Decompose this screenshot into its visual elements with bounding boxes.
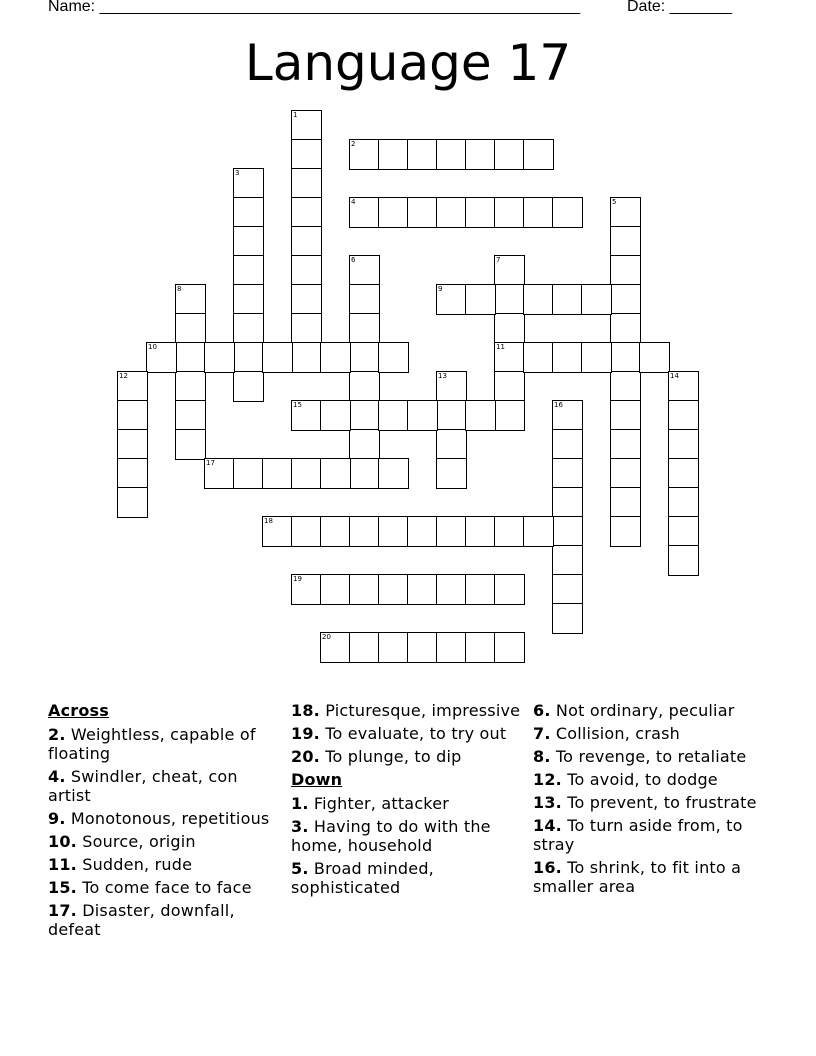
grid-cell[interactable] <box>465 400 496 431</box>
grid-cell[interactable] <box>117 400 148 431</box>
clue-item-text: Disaster, downfall, defeat <box>48 901 235 939</box>
grid-cell[interactable] <box>407 574 438 605</box>
grid-cell[interactable] <box>291 516 322 547</box>
grid-cell[interactable] <box>552 284 583 315</box>
grid-cell[interactable] <box>320 342 351 373</box>
clue-item-text: To plunge, to dip <box>319 747 462 766</box>
down-heading: Down <box>291 770 343 789</box>
grid-cell[interactable] <box>436 458 467 489</box>
grid-cell[interactable] <box>465 284 496 315</box>
name-field-label: Name: ______________________________________________________ <box>48 0 581 15</box>
grid-cell[interactable] <box>552 603 583 634</box>
clue-item-text: Source, origin <box>76 832 196 851</box>
clue-item <box>533 858 768 896</box>
clue-item <box>533 701 768 720</box>
clue-item <box>48 809 283 828</box>
grid-cell[interactable] <box>349 458 380 489</box>
grid-cell[interactable] <box>407 632 438 663</box>
grid-cell[interactable] <box>523 342 554 373</box>
grid-cell[interactable] <box>436 516 467 547</box>
grid-cell[interactable] <box>552 342 583 373</box>
clue-number-label: 11 <box>496 343 505 351</box>
grid-cell[interactable] <box>291 139 322 170</box>
grid-cell[interactable] <box>291 255 322 286</box>
grid-cell[interactable] <box>262 458 293 489</box>
clue-item-number: 15. <box>48 878 77 897</box>
clue-item-number: 8. <box>533 747 551 766</box>
grid-cell[interactable] <box>117 371 148 402</box>
grid-cell[interactable] <box>175 400 206 431</box>
clue-number-label: 15 <box>293 401 302 409</box>
clue-item <box>48 767 283 805</box>
clue-item-text: To evaluate, to try out <box>319 724 507 743</box>
grid-cell[interactable] <box>436 371 467 402</box>
clue-item-number: 20. <box>291 747 320 766</box>
grid-cell[interactable] <box>233 255 264 286</box>
clue-number-label: 10 <box>148 343 157 351</box>
clue-number-label: 7 <box>496 256 501 264</box>
grid-cell[interactable] <box>320 632 351 663</box>
grid-cell[interactable] <box>494 255 525 286</box>
clue-number-label: 12 <box>119 372 128 380</box>
grid-cell[interactable] <box>610 226 641 257</box>
grid-cell[interactable] <box>581 342 612 373</box>
clue-number-label: 3 <box>235 169 240 177</box>
page-title: Language 17 <box>244 34 572 92</box>
grid-cell[interactable] <box>668 487 699 518</box>
grid-cell[interactable] <box>668 429 699 460</box>
clue-item <box>291 701 526 720</box>
clue-item-number: 3. <box>291 817 309 836</box>
grid-cell[interactable] <box>436 429 467 460</box>
grid-cell[interactable] <box>610 197 641 228</box>
grid-cell[interactable] <box>378 139 409 170</box>
grid-cell[interactable] <box>233 458 264 489</box>
clue-item-text: Picturesque, impressive <box>319 701 521 720</box>
clue-item-text: Swindler, cheat, con artist <box>48 767 238 805</box>
grid-cell[interactable] <box>552 574 583 605</box>
grid-cell[interactable] <box>291 110 322 141</box>
grid-cell[interactable] <box>494 632 525 663</box>
clue-item-number: 7. <box>533 724 551 743</box>
clue-number-label: 17 <box>206 459 215 467</box>
grid-cell[interactable] <box>668 516 699 547</box>
clue-item <box>533 747 768 766</box>
clue-item-number: 19. <box>291 724 320 743</box>
clue-number-label: 20 <box>322 633 331 641</box>
grid-cell[interactable] <box>552 487 583 518</box>
grid-cell[interactable] <box>175 284 206 315</box>
grid-cell[interactable] <box>204 342 235 373</box>
clue-number-label: 9 <box>438 285 443 293</box>
grid-cell[interactable] <box>378 516 409 547</box>
grid-cell[interactable] <box>610 487 641 518</box>
grid-cell[interactable] <box>465 197 496 228</box>
clue-item-number: 18. <box>291 701 320 720</box>
clue-number-label: 14 <box>670 372 679 380</box>
clue-item <box>291 724 526 743</box>
clue-item-number: 5. <box>291 859 309 878</box>
grid-cell[interactable] <box>407 197 438 228</box>
grid-cell[interactable] <box>465 574 496 605</box>
across-heading: Across <box>48 701 109 720</box>
grid-cell[interactable] <box>494 284 525 315</box>
clue-column-3 <box>533 701 768 900</box>
clue-item-text: Broad minded, sophisticated <box>291 859 434 897</box>
clue-item-text: To shrink, to fit into a smaller area <box>533 858 742 896</box>
grid-cell[interactable] <box>349 284 380 315</box>
grid-cell[interactable] <box>349 400 380 431</box>
grid-cell[interactable] <box>349 574 380 605</box>
grid-cell[interactable] <box>349 632 380 663</box>
clue-item-number: 10. <box>48 832 77 851</box>
grid-cell[interactable] <box>291 400 322 431</box>
clue-item <box>48 878 283 897</box>
grid-cell[interactable] <box>639 342 670 373</box>
clue-number-label: 8 <box>177 285 182 293</box>
clue-item <box>291 859 526 897</box>
grid-cell[interactable] <box>175 313 206 344</box>
grid-cell[interactable] <box>494 371 525 402</box>
grid-cell[interactable] <box>117 458 148 489</box>
grid-cell[interactable] <box>349 197 380 228</box>
grid-cell[interactable] <box>233 197 264 228</box>
grid-cell[interactable] <box>436 284 467 315</box>
grid-cell[interactable] <box>349 139 380 170</box>
grid-cell[interactable] <box>610 371 641 402</box>
grid-cell[interactable] <box>233 313 264 344</box>
grid-cell[interactable] <box>262 516 293 547</box>
grid-cell[interactable] <box>233 284 264 315</box>
clue-column-1 <box>48 701 283 943</box>
grid-cell[interactable] <box>436 632 467 663</box>
grid-cell[interactable] <box>320 458 351 489</box>
grid-cell[interactable] <box>291 226 322 257</box>
clue-number-label: 6 <box>351 256 356 264</box>
grid-cell[interactable] <box>349 313 380 344</box>
grid-cell[interactable] <box>175 371 206 402</box>
grid-cell[interactable] <box>349 429 380 460</box>
grid-cell[interactable] <box>465 139 496 170</box>
clue-item <box>533 793 768 812</box>
clue-number-label: 13 <box>438 372 447 380</box>
clue-item-text: Not ordinary, peculiar <box>550 701 735 720</box>
grid-cell[interactable] <box>523 516 554 547</box>
grid-cell[interactable] <box>320 574 351 605</box>
grid-cell[interactable] <box>349 342 380 373</box>
clue-item-number: 1. <box>291 794 309 813</box>
grid-cell[interactable] <box>668 545 699 576</box>
clue-number-label: 16 <box>554 401 563 409</box>
clue-item <box>533 724 768 743</box>
grid-cell[interactable] <box>378 400 409 431</box>
clue-item <box>533 816 768 854</box>
grid-cell[interactable] <box>233 342 264 373</box>
grid-cell[interactable] <box>291 342 322 373</box>
grid-cell[interactable] <box>610 400 641 431</box>
grid-cell[interactable] <box>494 197 525 228</box>
clue-item-number: 9. <box>48 809 66 828</box>
clue-item-number: 13. <box>533 793 562 812</box>
grid-cell[interactable] <box>494 139 525 170</box>
clue-item-text: Fighter, attacker <box>308 794 450 813</box>
date-field-label: Date: _______ <box>627 0 732 15</box>
clue-item-text: To prevent, to frustrate <box>561 793 757 812</box>
clue-item-text: Collision, crash <box>550 724 680 743</box>
grid-cell[interactable] <box>465 516 496 547</box>
clue-item-text: To avoid, to dodge <box>561 770 718 789</box>
clue-item-number: 11. <box>48 855 77 874</box>
grid-cell[interactable] <box>146 342 177 373</box>
grid-cell[interactable] <box>610 458 641 489</box>
clue-item <box>291 747 526 766</box>
clue-item-number: 16. <box>533 858 562 877</box>
clue-item-number: 17. <box>48 901 77 920</box>
grid-cell[interactable] <box>320 516 351 547</box>
clue-item <box>291 794 526 813</box>
clue-item-text: To turn aside from, to stray <box>533 816 743 854</box>
clue-item <box>291 817 526 855</box>
grid-cell[interactable] <box>291 574 322 605</box>
grid-cell[interactable] <box>378 197 409 228</box>
grid-cell[interactable] <box>552 197 583 228</box>
grid-cell[interactable] <box>117 487 148 518</box>
grid-cell[interactable] <box>291 458 322 489</box>
grid-cell[interactable] <box>349 516 380 547</box>
grid-cell[interactable] <box>407 139 438 170</box>
clue-item-number: 2. <box>48 725 66 744</box>
grid-cell[interactable] <box>668 400 699 431</box>
grid-cell[interactable] <box>349 371 380 402</box>
grid-cell[interactable] <box>552 516 583 547</box>
grid-cell[interactable] <box>552 429 583 460</box>
grid-cell[interactable] <box>494 313 525 344</box>
clue-item-text: Having to do with the home, household <box>291 817 491 855</box>
grid-cell[interactable] <box>378 342 409 373</box>
clue-item-number: 4. <box>48 767 66 786</box>
grid-cell[interactable] <box>175 429 206 460</box>
grid-cell[interactable] <box>494 400 525 431</box>
grid-cell[interactable] <box>523 284 554 315</box>
grid-cell[interactable] <box>407 400 438 431</box>
clue-item-text: To come face to face <box>76 878 252 897</box>
grid-cell[interactable] <box>552 545 583 576</box>
clue-number-label: 5 <box>612 198 617 206</box>
grid-cell[interactable] <box>233 168 264 199</box>
grid-cell[interactable] <box>436 139 467 170</box>
grid-cell[interactable] <box>233 371 264 402</box>
grid-cell[interactable] <box>610 516 641 547</box>
clue-number-label: 4 <box>351 198 356 206</box>
grid-cell[interactable] <box>233 226 264 257</box>
grid-cell[interactable] <box>436 400 467 431</box>
grid-cell[interactable] <box>436 197 467 228</box>
grid-cell[interactable] <box>436 574 467 605</box>
grid-cell[interactable] <box>668 371 699 402</box>
grid-cell[interactable] <box>610 255 641 286</box>
clue-number-label: 1 <box>293 111 298 119</box>
grid-cell[interactable] <box>291 313 322 344</box>
clue-item-number: 6. <box>533 701 551 720</box>
clue-item <box>533 770 768 789</box>
grid-cell[interactable] <box>291 284 322 315</box>
clue-item-text: Monotonous, repetitious <box>65 809 270 828</box>
grid-cell[interactable] <box>291 168 322 199</box>
grid-cell[interactable] <box>378 458 409 489</box>
grid-cell[interactable] <box>610 429 641 460</box>
grid-cell[interactable] <box>552 458 583 489</box>
grid-cell[interactable] <box>175 342 206 373</box>
grid-cell[interactable] <box>291 197 322 228</box>
grid-cell[interactable] <box>465 632 496 663</box>
grid-cell[interactable] <box>610 313 641 344</box>
clue-item <box>48 901 283 939</box>
clue-item-number: 14. <box>533 816 562 835</box>
grid-cell[interactable] <box>494 342 525 373</box>
grid-cell[interactable] <box>552 400 583 431</box>
grid-cell[interactable] <box>349 255 380 286</box>
clue-item <box>48 855 283 874</box>
grid-cell[interactable] <box>523 197 554 228</box>
clue-item-number: 12. <box>533 770 562 789</box>
clue-item <box>48 832 283 851</box>
grid-cell[interactable] <box>262 342 293 373</box>
grid-cell[interactable] <box>610 342 641 373</box>
clue-number-label: 2 <box>351 140 356 148</box>
grid-cell[interactable] <box>581 284 612 315</box>
grid-cell[interactable] <box>378 632 409 663</box>
clue-item-text: Weightless, capable of floating <box>48 725 256 763</box>
clue-item-text: Sudden, rude <box>76 855 193 874</box>
grid-cell[interactable] <box>523 139 554 170</box>
grid-cell[interactable] <box>407 516 438 547</box>
grid-cell[interactable] <box>668 458 699 489</box>
clue-item-text: To revenge, to retaliate <box>550 747 747 766</box>
grid-cell[interactable] <box>610 284 641 315</box>
clue-number-label: 19 <box>293 575 302 583</box>
grid-cell[interactable] <box>494 574 525 605</box>
grid-cell[interactable] <box>494 516 525 547</box>
clue-number-label: 18 <box>264 517 273 525</box>
grid-cell[interactable] <box>378 574 409 605</box>
grid-cell[interactable] <box>320 400 351 431</box>
grid-cell[interactable] <box>204 458 235 489</box>
clue-item <box>48 725 283 763</box>
grid-cell[interactable] <box>117 429 148 460</box>
clue-column-2 <box>291 701 526 901</box>
